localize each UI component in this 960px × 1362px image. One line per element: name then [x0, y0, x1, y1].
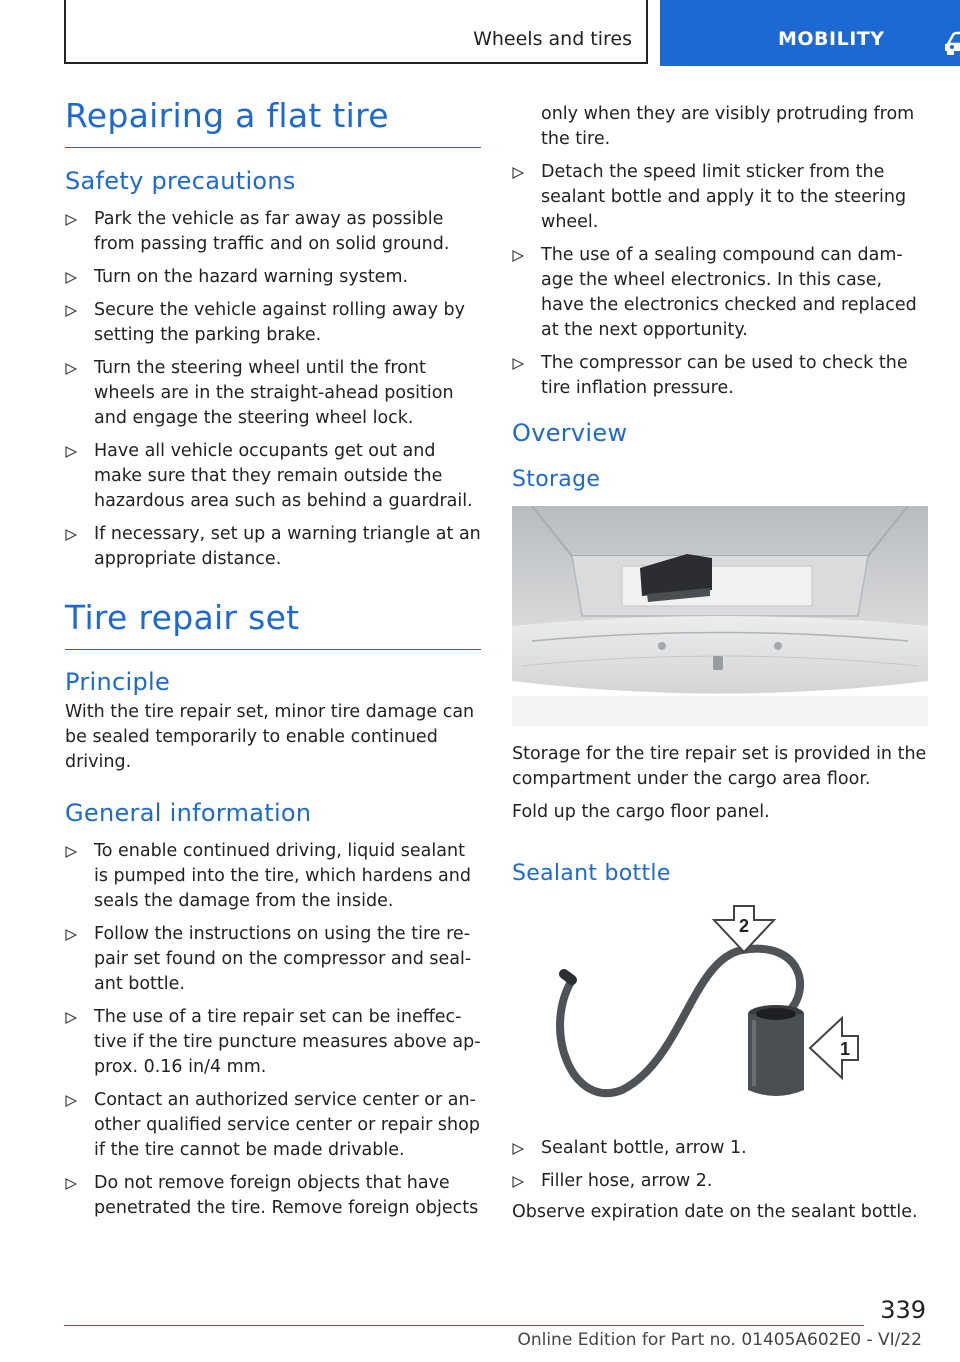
list-item: Contact an authorized service center or an‐other qualified service center or repair shop if the tire cannot be made drivable. — [65, 1088, 481, 1163]
heading-principle: Principle — [65, 668, 171, 696]
list-item: If necessary, set up a warning triangle at an appropriate distance. — [65, 522, 481, 572]
bullet-triangle-icon — [65, 363, 77, 375]
expiration-text: Observe expiration date on the sealant bottle. — [512, 1202, 918, 1222]
list-item: The use of a sealing compound can dam‐age the wheel electronics. In this case, have the electronics checked and replaced at the next opportunity. — [512, 243, 928, 343]
bullet-triangle-icon — [65, 272, 77, 284]
section-tab — [64, 0, 648, 64]
general-list — [65, 839, 481, 1221]
bullet-triangle-icon — [65, 1095, 77, 1107]
list-item: Do not remove foreign objects that have penetrated the tire. Remove foreign objects — [65, 1171, 481, 1221]
section-title: Wheels and tires — [473, 28, 632, 50]
bullet-triangle-icon — [512, 167, 524, 179]
bullet-triangle-icon — [65, 529, 77, 541]
bullet-triangle-icon — [65, 929, 77, 941]
list-item: Park the vehicle as far away as possible from passing traffic and on solid ground. — [65, 207, 481, 257]
list-item: To enable continued driving, liquid sealant is pumped into the tire, which hardens and seals the damage from the inside. — [65, 839, 481, 914]
list-item: Filler hose, arrow 2. — [512, 1169, 928, 1194]
right-column — [512, 102, 928, 1225]
list-item: Have all vehicle occupants get out and make sure that they remain outside the hazardous area such as behind a guardrail. — [65, 439, 481, 514]
list-item: The compressor can be used to check the tire inflation pressure. — [512, 351, 928, 401]
heading-overview: Overview — [512, 419, 628, 447]
fold-text: Fold up the cargo floor panel. — [512, 802, 770, 822]
list-item: Secure the vehicle against rolling away by setting the parking brake. — [65, 298, 481, 348]
footer-divider — [64, 1325, 864, 1326]
continued-list — [512, 160, 928, 401]
edition-text: Online Edition for Part no. 01405A602E0 - VI/22 — [517, 1330, 922, 1350]
bullet-triangle-icon — [512, 358, 524, 370]
list-item: Sealant bottle, arrow 1. — [512, 1136, 928, 1161]
chapter-tab — [660, 0, 960, 66]
bullet-triangle-icon — [65, 305, 77, 317]
bullet-triangle-icon — [512, 250, 524, 262]
safety-list — [65, 207, 481, 572]
list-item: Turn the steering wheel until the front wheels are in the straight-ahead position and engage the steering wheel lock. — [65, 356, 481, 431]
page-header — [64, 0, 960, 66]
chapter-title: MOBILITY — [778, 28, 885, 50]
list-item: Detach the speed limit sticker from the sealant bottle and apply it to the steering wheel. — [512, 160, 928, 235]
bullet-triangle-icon — [512, 1143, 524, 1155]
page-number: 339 — [880, 1296, 926, 1324]
heading-repairing-flat-tire: Repairing a flat tire — [65, 96, 481, 148]
list-item: Turn on the hazard warning system. — [65, 265, 481, 290]
sealant-list — [512, 1136, 928, 1194]
sealant-bottle-image — [512, 900, 928, 1120]
continued-text: only when they are visibly protruding from the tire. — [541, 104, 915, 149]
heading-storage: Storage — [512, 467, 601, 492]
left-column — [65, 96, 481, 1229]
bullet-triangle-icon — [65, 1178, 77, 1190]
principle-text: With the tire repair set, minor tire damage can be sealed temporarily to enable continued driving. — [65, 702, 475, 772]
list-item: Follow the instructions on using the tire re‐pair set found on the compressor and seal‐ant bottle. — [65, 922, 481, 997]
list-item: The use of a tire repair set can be ineffec‐tive if the tire puncture measures above ap‐prox. 0.16 in/4 mm. — [65, 1005, 481, 1080]
arrow-1-icon — [810, 1018, 858, 1078]
sealant-bottle-illustration — [512, 900, 928, 1120]
cargo-area-illustration — [512, 506, 928, 726]
storage-compartment-image — [512, 506, 928, 726]
arrow-2-label: 2 — [738, 916, 750, 936]
bullet-triangle-icon — [65, 846, 77, 858]
heading-general-information: General information — [65, 799, 312, 827]
bullet-triangle-icon — [65, 214, 77, 226]
bullet-triangle-icon — [65, 1012, 77, 1024]
bullet-triangle-icon — [65, 446, 77, 458]
arrow-1-label: 1 — [839, 1039, 851, 1059]
heading-sealant-bottle: Sealant bottle — [512, 861, 671, 886]
bullet-triangle-icon — [512, 1176, 524, 1188]
heading-safety-precautions: Safety precautions — [65, 167, 296, 195]
heading-tire-repair-set: Tire repair set — [65, 598, 481, 650]
car-icon — [942, 30, 960, 56]
storage-text: Storage for the tire repair set is provided in the compartment under the cargo area floor. — [512, 744, 927, 789]
